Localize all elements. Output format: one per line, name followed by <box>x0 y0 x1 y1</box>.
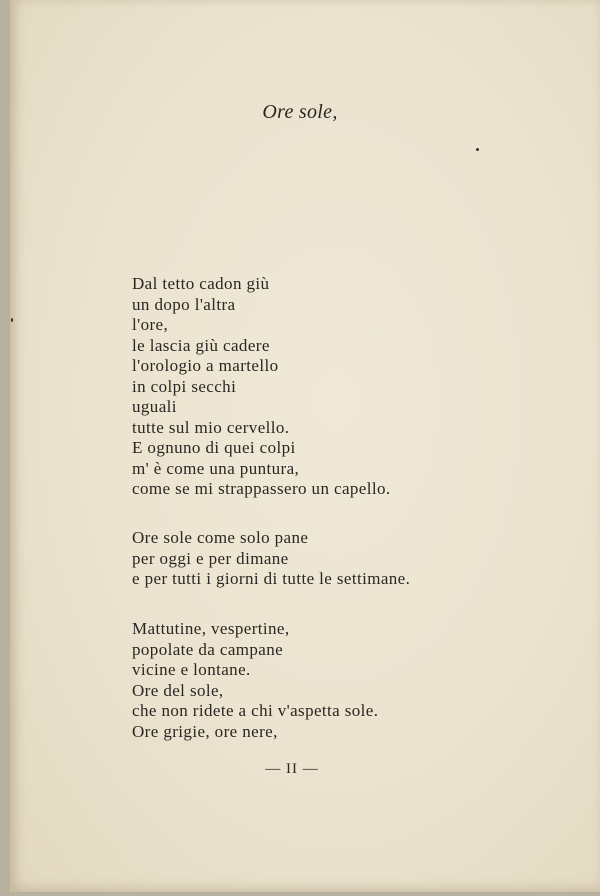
verse-line: Ore sole come solo pane <box>132 528 309 547</box>
stanza <box>132 528 410 590</box>
verse-line: E ognuno di quei colpi <box>132 438 296 457</box>
verse-line: che non ridete a chi v'aspetta sole. <box>132 701 379 720</box>
verse-line: tutte sul mio cervello. <box>132 417 290 437</box>
verse-line: uguali <box>132 397 177 416</box>
verse-line: per oggi e per dimane <box>132 548 289 568</box>
verse-line: un dopo l'altra <box>132 294 236 314</box>
poem-title: Ore sole, <box>262 101 338 123</box>
verse-line: l'orologio a martello <box>132 356 279 375</box>
verse-line: l'ore, <box>132 315 169 334</box>
ink-speck <box>11 318 13 322</box>
verse-line: Ore del sole, <box>132 680 224 700</box>
verse-line: Ore grigie, ore nere, <box>132 721 278 741</box>
stanza <box>132 274 391 500</box>
verse-line: m' è come una puntura, <box>132 458 300 478</box>
verse-line: come se mi strappassero un capello. <box>132 479 391 498</box>
stanza <box>132 619 378 742</box>
verse-line: e per tutti i giorni di tutte le settimane. <box>132 569 411 588</box>
verse-line: in colpi secchi <box>132 376 237 396</box>
verse-line: Dal tetto cadon giù <box>132 274 270 293</box>
verse-line: popolate da campane <box>132 639 284 659</box>
verse-line: Mattutine, vespertine, <box>132 619 290 638</box>
ink-speck <box>476 148 479 151</box>
page-number: — II — <box>265 761 319 777</box>
verse-line: vicine e lontane. <box>132 660 251 679</box>
verse-line: le lascia giù cadere <box>132 335 270 355</box>
